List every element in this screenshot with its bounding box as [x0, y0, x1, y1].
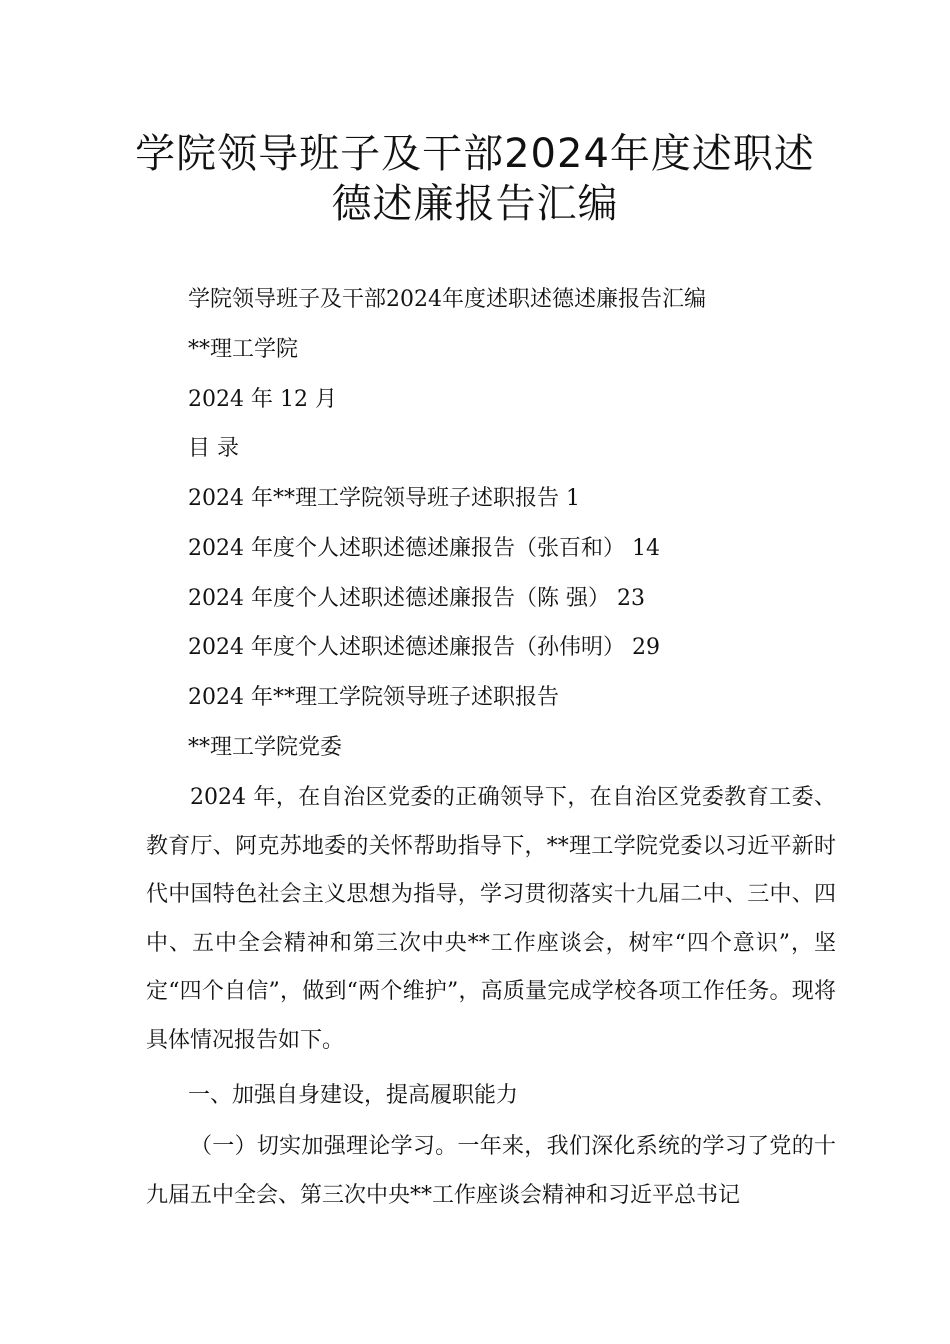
- report-title: 2024 年**理工学院领导班子述职报告: [188, 685, 559, 710]
- body-paragraph-2: （一）切实加强理论学习。一年来，我们深化系统的学习了党的十九届五中全会、第三次中央**工作座谈会精神和习近平总书记: [146, 1134, 836, 1208]
- institution: **理工学院: [188, 337, 299, 362]
- toc-entry: 2024 年度个人述职述德述廉报告（孙伟明） 29: [188, 635, 660, 660]
- document-title-line-1: 学院领导班子及干部2024年度述职述: [135, 131, 815, 177]
- toc-entry: 2024 年度个人述职述德述廉报告（张百和） 14: [188, 536, 660, 561]
- section-heading: 一、加强自身建设，提高履职能力: [188, 1083, 519, 1108]
- report-author: **理工学院党委: [188, 735, 343, 760]
- report-date: 2024 年 12 月: [188, 387, 337, 412]
- subtitle: 学院领导班子及干部2024年度述职述德述廉报告汇编: [188, 287, 706, 312]
- toc-heading: 目 录: [188, 436, 239, 461]
- toc-entry: 2024 年度个人述职述德述廉报告（陈 强） 23: [188, 586, 645, 611]
- toc-entry: 2024 年**理工学院领导班子述职报告 1: [188, 486, 580, 511]
- body-paragraph-1: 2024 年，在自治区党委的正确领导下，在自治区党委教育工委、教育厅、阿克苏地委的关怀帮助指导下，**理工学院党委以习近平新时代中国特色社会主义思想为指导，学习贯彻落实十九届二中、三中、四中、五中全会精神和第三次中央**工作座谈会，树牢“四个意识”，坚定“四个自信”，做到“两个维护”，高质量完成学校各项工作任务。现将具体情况报告如下。: [146, 785, 836, 1053]
- document-title-line-2: 德述廉报告汇编: [331, 181, 619, 227]
